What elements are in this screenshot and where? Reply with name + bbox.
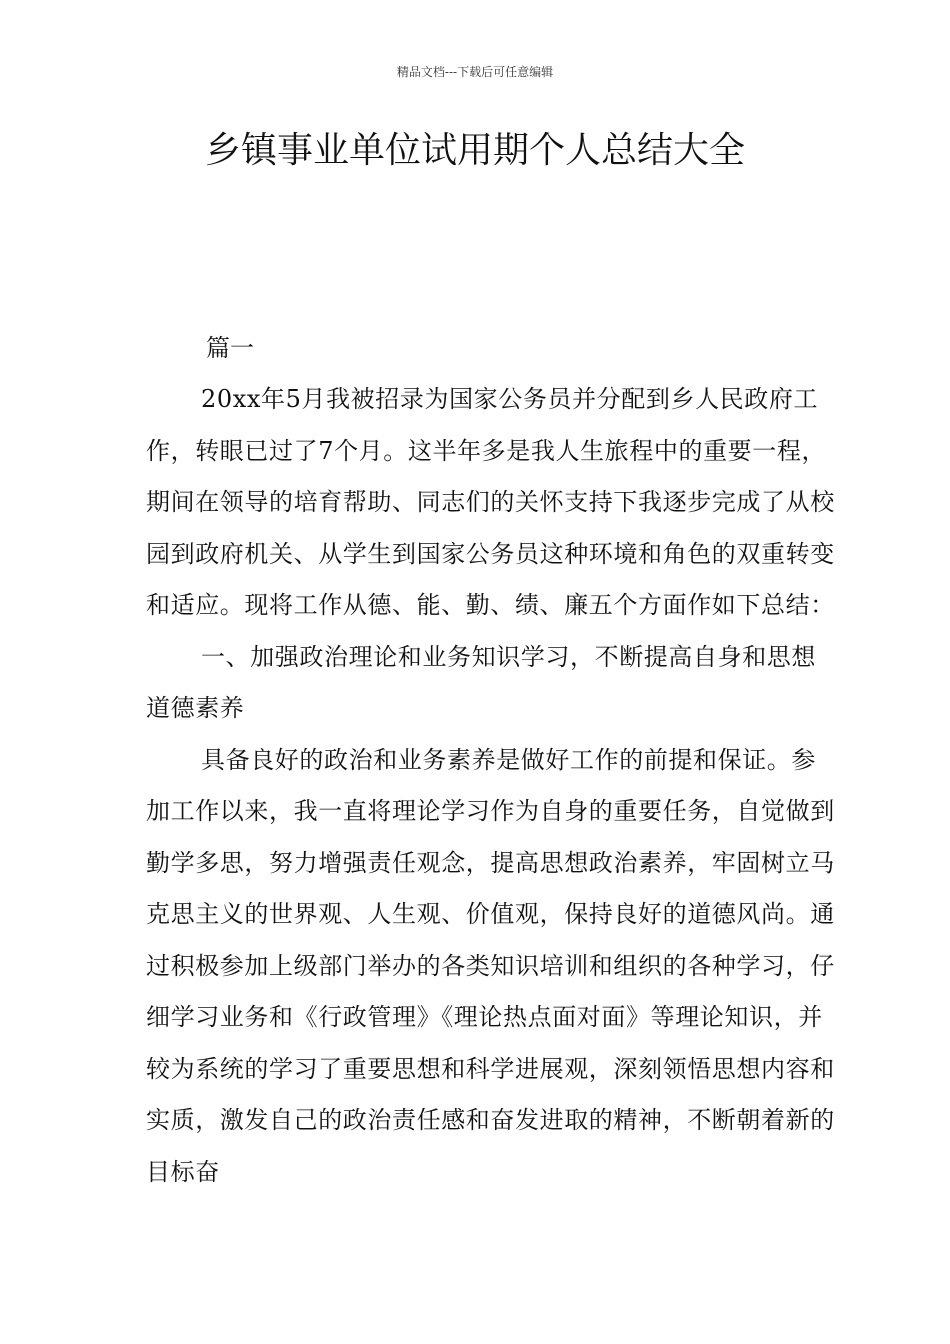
- paragraph-heading: 一、加强政治理论和业务知识学习，不断提高自身和思想道德素养: [146, 642, 816, 722]
- body-paragraphs: [146, 374, 836, 1198]
- document-title: 乡镇事业单位试用期个人总结大全: [204, 130, 745, 171]
- header-note: 精品文档---下载后可任意编辑: [396, 65, 554, 79]
- section-label: 篇一: [206, 334, 254, 362]
- paragraph: 具备良好的政治和业务素养是做好工作的前提和保证。参加工作以来，我一直将理论学习作为自身的重要任务，自觉做到勤学多思，努力增强责任观念，提高思想政治素养，牢固树立马克思主义的世界观、人生观、价值观，保持良好的道德风尚。通过积极参加上级部门举办的各类知识培训和组织的各种学习，仔细学习业务和《行政管理》《理论热点面对面》等理论知识，并较为系统的学习了重要思想和科学进展观，深刻领悟思想内容和实质，激发自己的政治责任感和奋发进取的精神，不断朝着新的目标奋: [146, 745, 835, 1186]
- paragraph: 20xx年5月我被招录为国家公务员并分配到乡人民政府工作，转眼已过了7个月。这半年多是我人生旅程中的重要一程，期间在领导的培育帮助、同志们的关怀支持下我逐步完成了从校园到政府机关、从学生到国家公务员这种环境和角色的双重转变和适应。现将工作从德、能、勤、绩、廉五个方面作如下总结：: [146, 385, 835, 619]
